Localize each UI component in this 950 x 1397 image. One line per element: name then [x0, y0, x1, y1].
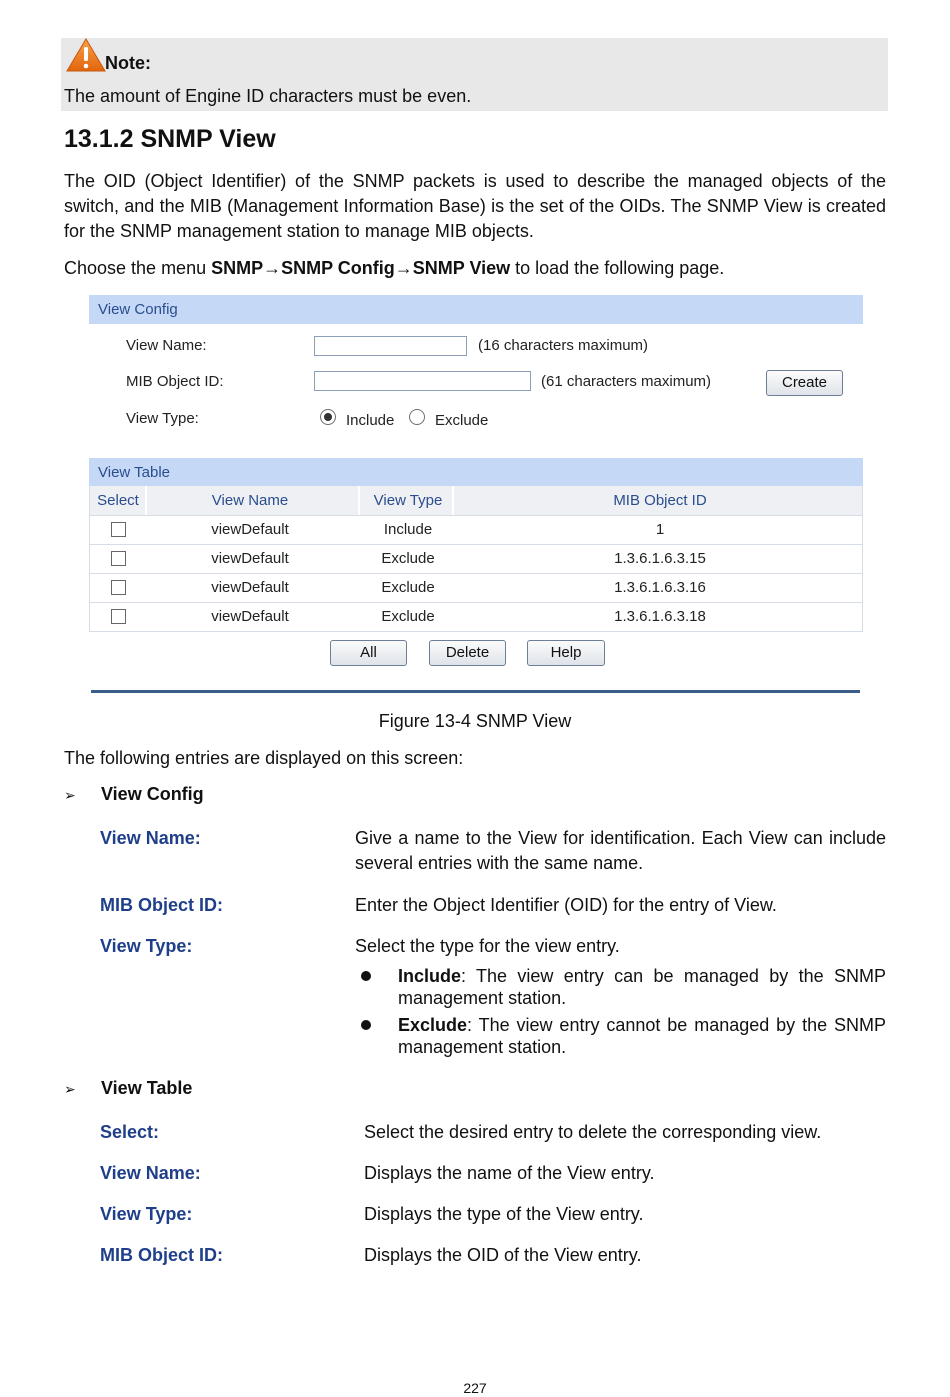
col-view-type: View Type	[373, 492, 443, 509]
term-view-name: View Name:	[100, 828, 201, 848]
term-table-mib-object-id: MIB Object ID:	[100, 1245, 224, 1265]
desc-mib-object-id: Enter the Object Identifier (OID) for the entry of View.	[355, 895, 777, 915]
row-view-type: Exclude	[381, 579, 435, 596]
note-title: Note:	[105, 53, 151, 73]
row-mib-object-id: 1	[655, 521, 665, 538]
figure-divider	[91, 690, 860, 693]
mib-object-id-input[interactable]	[314, 371, 531, 391]
desc-view-type: Select the type for the view entry.	[355, 936, 620, 956]
view-name-label: View Name:	[126, 337, 207, 354]
mib-object-id-label: MIB Object ID:	[126, 373, 224, 390]
bullet-arrow-icon: ➢	[64, 1081, 76, 1097]
view-config-title: View Config	[89, 295, 863, 324]
term-table-view-name: View Name:	[100, 1163, 201, 1183]
mib-object-id-hint: (61 characters maximum)	[541, 373, 712, 390]
row-view-name: viewDefault	[211, 550, 289, 567]
row-mib-object-id: 1.3.6.1.6.3.16	[614, 579, 706, 596]
row-select-checkbox[interactable]	[111, 580, 126, 595]
intro-paragraph: The OID (Object Identifier) of the SNMP packets is used to describe the managed objects of the switch, and the MIB (Management Information Base) is the set of the OIDs. The SNMP View is created for the SNMP management station to manage MIB objects.	[64, 171, 886, 241]
help-button[interactable]: Help	[527, 640, 605, 666]
row-view-type: Include	[383, 521, 433, 538]
desc-view-name: Give a name to the View for identification. Each View can include several entries with the same name.	[355, 828, 886, 873]
menu-instruction: Choose the menu SNMP→SNMP Config→SNMP View to load the following page.	[64, 258, 725, 278]
entries-intro: The following entries are displayed on this screen:	[64, 748, 464, 768]
delete-button[interactable]: Delete	[429, 640, 506, 666]
row-view-type: Exclude	[381, 550, 435, 567]
note-text: The amount of Engine ID characters must be even.	[64, 86, 472, 106]
bullet-arrow-icon: ➢	[64, 787, 76, 803]
bullet-dot-icon	[361, 1020, 371, 1030]
row-select-checkbox[interactable]	[111, 522, 126, 537]
row-view-type: Exclude	[381, 608, 435, 625]
row-mib-object-id: 1.3.6.1.6.3.15	[614, 550, 706, 567]
bullet-dot-icon	[361, 971, 371, 981]
col-view-name: View Name	[211, 492, 289, 509]
desc-table-mib-object-id: Displays the OID of the View entry.	[364, 1245, 642, 1265]
warning-triangle-icon	[66, 38, 106, 72]
term-view-type: View Type:	[100, 936, 193, 956]
table-row	[90, 516, 862, 545]
row-view-name: viewDefault	[211, 608, 289, 625]
page-number: 227	[463, 1380, 487, 1396]
create-button[interactable]: Create	[766, 370, 843, 396]
table-row	[90, 603, 862, 632]
include-radio-label: Include	[346, 412, 395, 429]
row-view-name: viewDefault	[211, 521, 289, 538]
snmp-view-figure	[89, 295, 863, 695]
table-row	[90, 545, 862, 574]
exclude-radio-label: Exclude	[435, 412, 489, 429]
term-table-view-type: View Type:	[100, 1204, 193, 1224]
row-mib-object-id: 1.3.6.1.6.3.18	[614, 608, 706, 625]
row-select-checkbox[interactable]	[111, 551, 126, 566]
desc-select: Select the desired entry to delete the corresponding view.	[364, 1122, 822, 1142]
figure-caption: Figure 13-4 SNMP View	[378, 711, 572, 731]
term-select: Select:	[100, 1122, 160, 1142]
view-name-hint: (16 characters maximum)	[478, 337, 649, 354]
exclude-radio[interactable]	[409, 409, 425, 425]
term-mib-object-id: MIB Object ID:	[100, 895, 224, 915]
view-table-header	[90, 486, 862, 516]
view-table-title: View Table	[89, 458, 863, 487]
row-select-checkbox[interactable]	[111, 609, 126, 624]
view-table	[89, 486, 863, 632]
menu-path: SNMP→SNMP Config→SNMP View	[211, 258, 511, 278]
section-heading: 13.1.2 SNMP View	[64, 125, 276, 153]
desc-table-view-type: Displays the type of the View entry.	[364, 1204, 644, 1224]
desc-table-view-name: Displays the name of the View entry.	[364, 1163, 655, 1183]
view-config-heading: View Config	[101, 784, 204, 804]
include-radio[interactable]	[320, 409, 336, 425]
desc-include: Include: The view entry can be managed by the SNMP management station.	[398, 966, 886, 1008]
desc-exclude: Exclude: The view entry cannot be managed by the SNMP management station.	[398, 1015, 886, 1057]
all-button[interactable]: All	[330, 640, 407, 666]
view-type-label: View Type:	[126, 410, 199, 427]
view-name-input[interactable]	[314, 336, 467, 356]
table-row	[90, 574, 862, 603]
row-view-name: viewDefault	[211, 579, 289, 596]
col-select: Select	[97, 492, 139, 509]
col-mib-object-id: MIB Object ID	[613, 492, 707, 509]
view-table-heading: View Table	[101, 1078, 193, 1098]
